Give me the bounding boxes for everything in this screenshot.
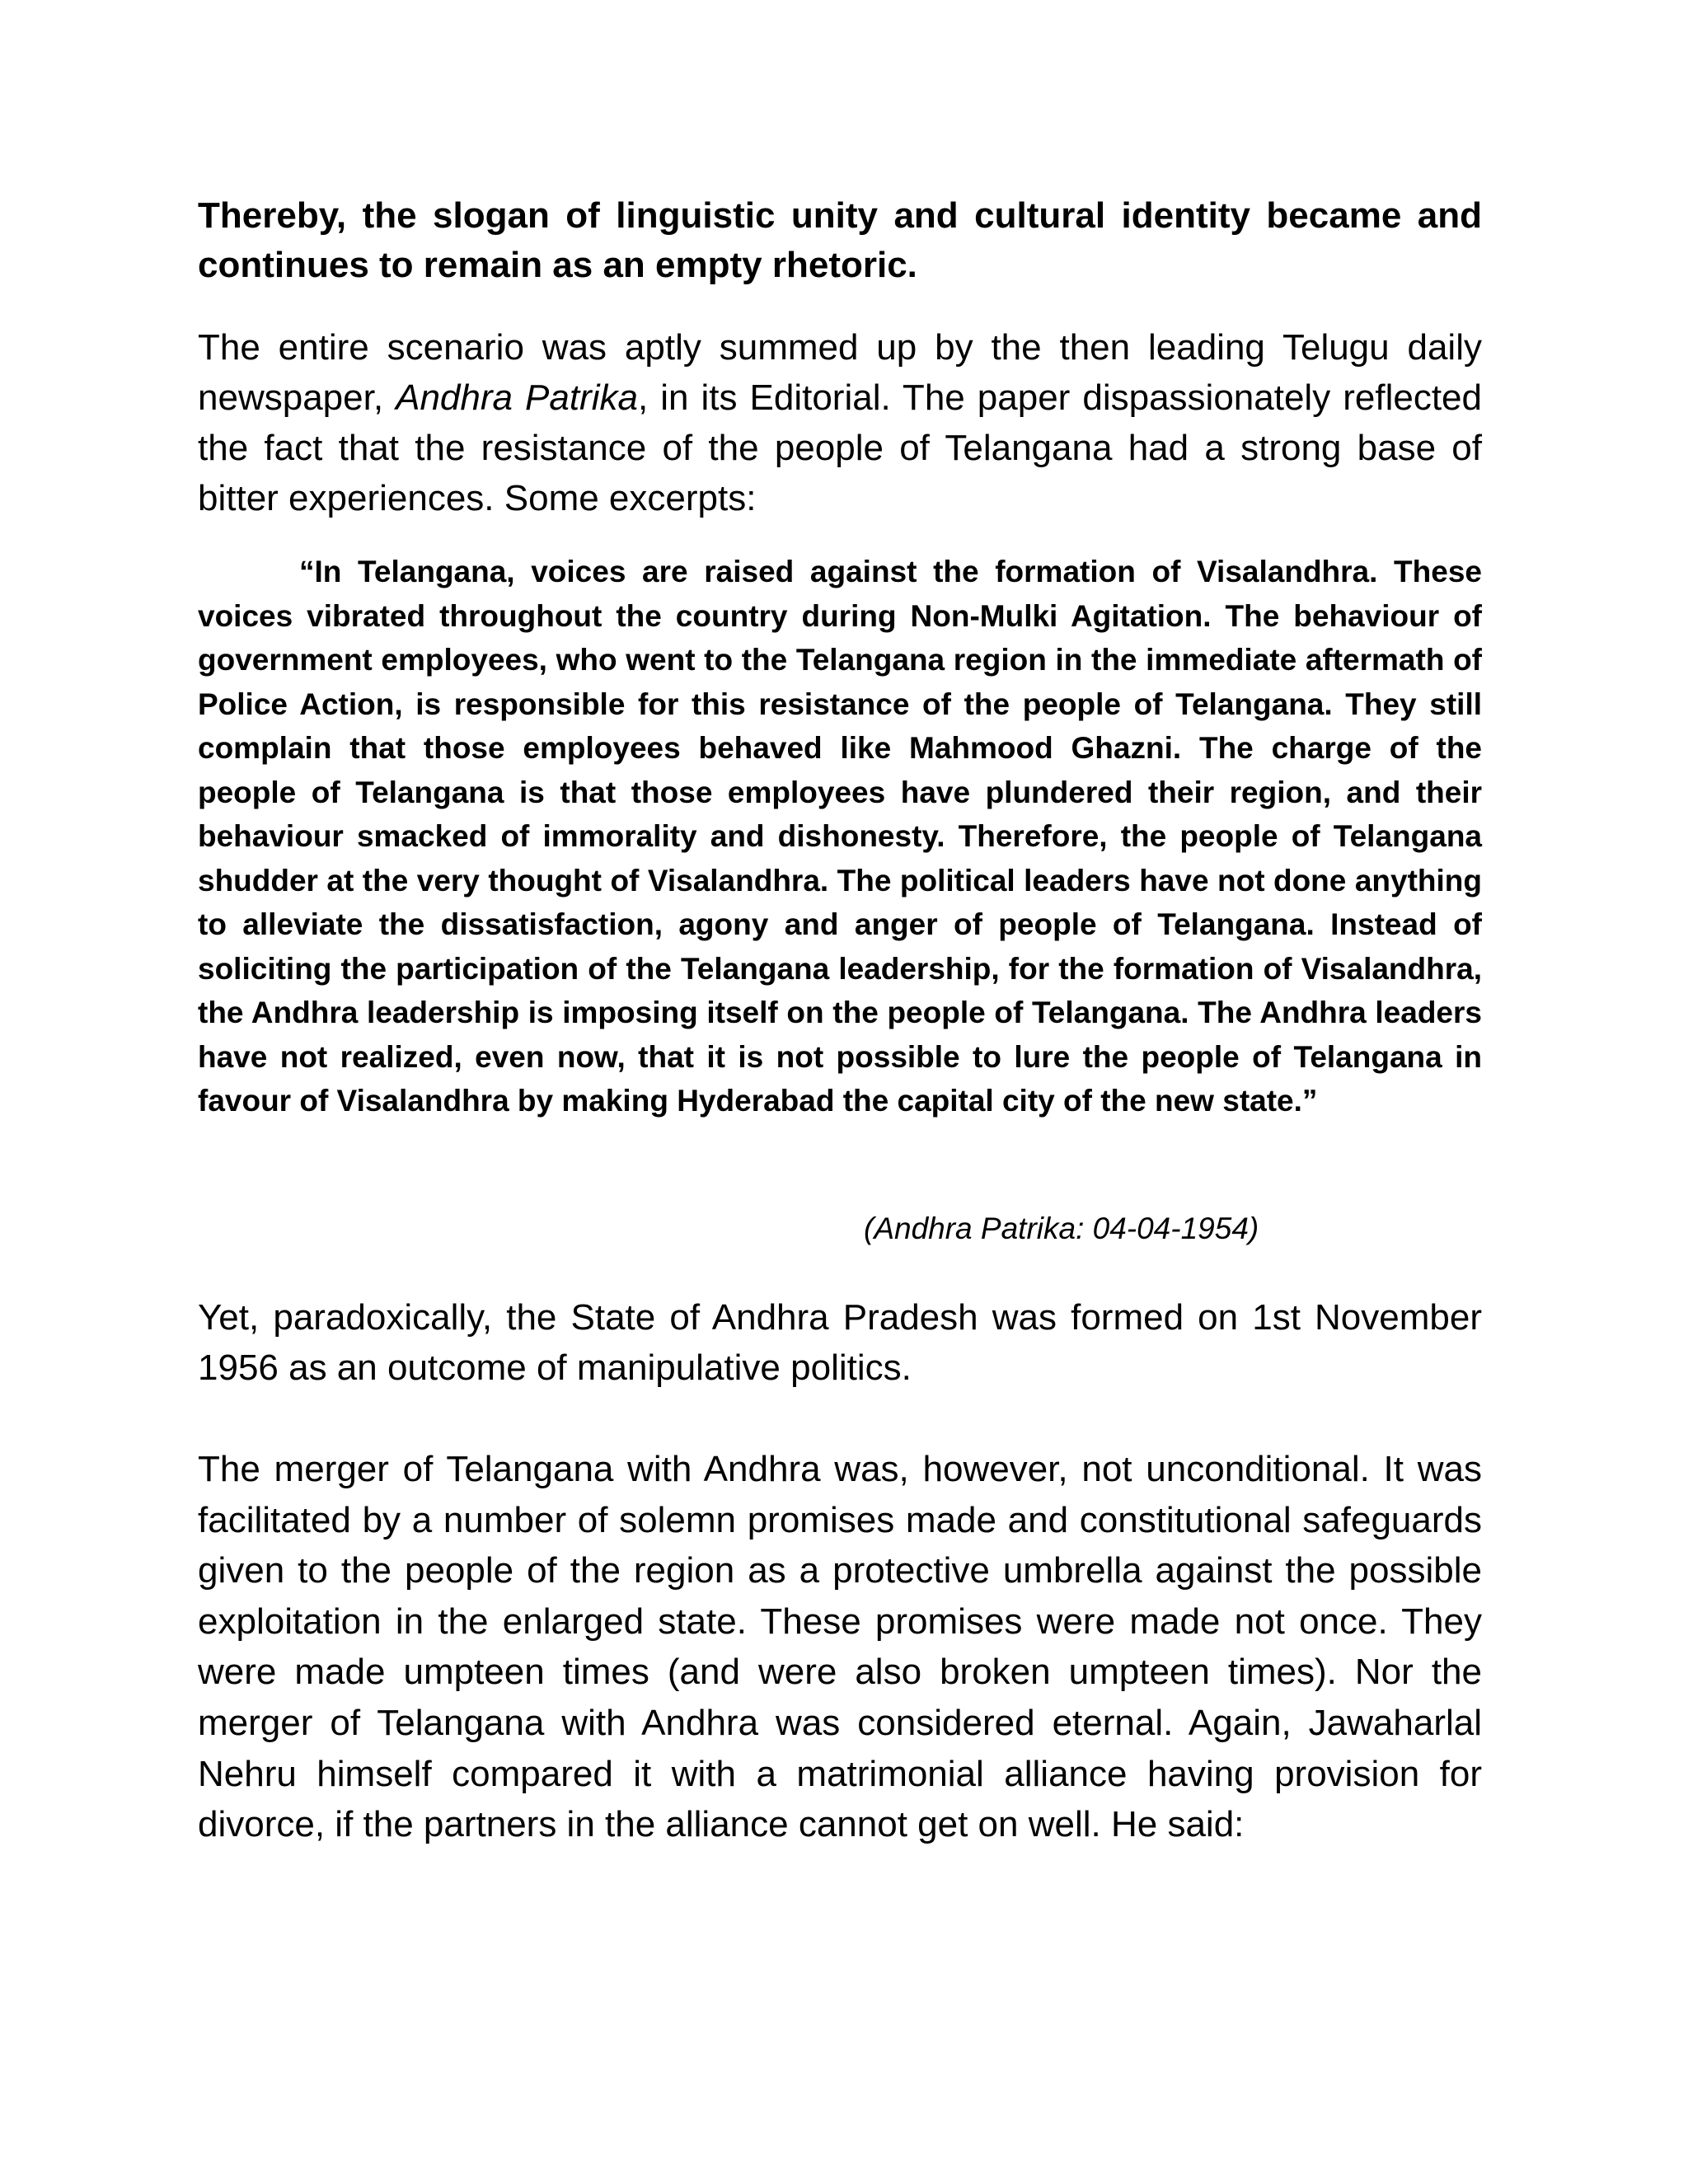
intro-text-after-title: , in its Editorial. The paper dispassionately reflected the fact that the resistance of the people of Telangana had a strong base of bitter experiences. Some excerpts: [198, 377, 1482, 518]
editorial-quote: “In Telangana, voices are raised against the formation of Visalandhra. These voices vibrated throughout the country during Non-Mulki Agitation. The behaviour of government employees, who went to the Telangana region in the immediate aftermath of Police Action, is responsible for this resistance of the people of Telangana. They still complain that those employees behaved like Mahmood Ghazni. The charge of the people of Telangana is that those employees have plundered their region, and their behaviour smacked of immorality and dishonesty. Therefore, the people of Telangana shudder at the very thought of Visalandhra. The political leaders have not done anything to alleviate the dissatisfaction, agony and anger of people of Telangana. Instead of soliciting the participation of the Telangana leadership, for the formation of Visalandhra, the Andhra leadership is imposing itself on the people of Telangana. The Andhra leaders have not realized, even now, that it is not possible to lure the people of Telangana in favour of Visalandhra by making Hyderabad the capital city of the new state.” [198, 555, 1482, 1118]
quote-citation: (Andhra Patrika: 04-04-1954) [864, 1212, 1259, 1245]
intro-text-before-title: The entire scenario was aptly summed up by the then leading Telugu daily newspaper, [198, 327, 1482, 418]
newspaper-title: Andhra Patrika [396, 377, 638, 418]
paradox-paragraph: Yet, paradoxically, the State of Andhra Pradesh was formed on 1st November 1956 as an outcome of manipulative politics. [198, 1297, 1482, 1388]
lead-paragraph: Thereby, the slogan of linguistic unity and cultural identity became and continues to remain as an empty rhetoric. [198, 195, 1482, 285]
merger-paragraph: The merger of Telangana with Andhra was, however, not unconditional. It was facilitated by a number of solemn promises made and constitutional safeguards given to the people of the region as a protective umbrella against the possible exploitation in the enlarged state. These promises were made not once. They were made umpteen times (and were also broken umpteen times). Nor the merger of Telangana with Andhra was considered eternal. Again, Jawaharlal Nehru himself compared it with a matrimonial alliance having provision for divorce, if the partners in the alliance cannot get on well. He said: [198, 1449, 1482, 1845]
intro-paragraph [198, 322, 1482, 523]
